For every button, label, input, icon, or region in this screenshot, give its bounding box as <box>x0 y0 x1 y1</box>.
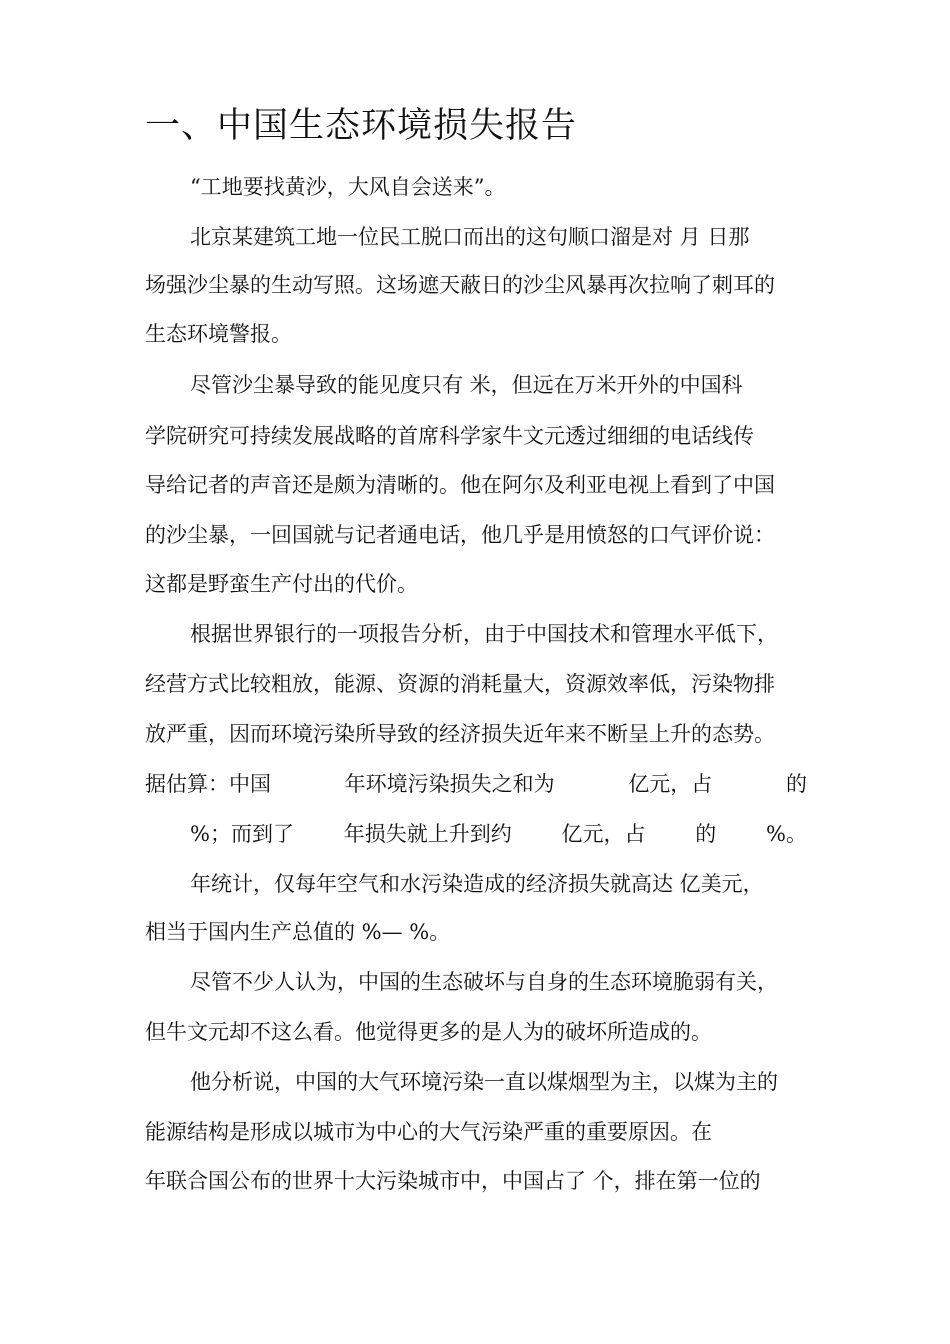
paragraph-line: 生态环境警报。 <box>145 322 292 346</box>
paragraph-line: 但牛文元却不这么看。他觉得更多的是人为的破坏所造成的。 <box>145 1020 712 1044</box>
line-segment: %；而到了 <box>190 822 294 846</box>
paragraph-line: 他分析说，中国的大气环境污染一直以煤烟型为主，以煤为主的 <box>190 1070 778 1094</box>
paragraph-line: 放严重，因而环境污染所导致的经济损失近年来不断呈上升的态势。 <box>145 722 775 746</box>
paragraph-line: 根据世界银行的一项报告分析，由于中国技术和管理水平低下， <box>190 622 778 646</box>
paragraph-line: 的沙尘暴，一回国就与记者通电话，他几乎是用愤怒的口气评价说： <box>145 523 775 547</box>
paragraph-line: 场强沙尘暴的生动写照。这场遮天蔽日的沙尘风暴再次拉响了刺耳的 <box>145 273 775 297</box>
line-segment: 亿元，占 <box>628 772 713 796</box>
paragraph-line: 年统计，仅每年空气和水污染造成的经济损失就高达 亿美元， <box>190 872 764 896</box>
paragraph-line: 学院研究可持续发展战略的首席科学家牛文元透过细细的电话线传 <box>145 424 754 448</box>
paragraph-line-spaced <box>190 819 807 849</box>
line-segment: %。 <box>766 822 807 846</box>
paragraph-line: 北京某建筑工地一位民工脱口而出的这句顺口溜是对 月 日那 <box>190 225 750 249</box>
line-segment: 的 <box>695 822 717 846</box>
paragraph-line: 导给记者的声音还是颇为清晰的。他在阿尔及利亚电视上看到了中国 <box>145 473 775 497</box>
paragraph-line: 尽管沙尘暴导致的能见度只有 米，但远在万米开外的中国科 <box>190 373 743 397</box>
line-segment: 亿元，占 <box>561 822 646 846</box>
paragraph-line: 年联合国公布的世界十大污染城市中，中国占了 个，排在第一位的 <box>145 1169 761 1193</box>
line-segment: 年损失就上升到约 <box>343 822 512 846</box>
paragraph-line: 尽管不少人认为，中国的生态破坏与自身的生态环境脆弱有关， <box>190 970 778 994</box>
paragraph-line: “工地要找黄沙，大风自会送来”。 <box>190 175 506 199</box>
paragraph-line: 经营方式比较粗放，能源、资源的消耗量大，资源效率低，污染物排 <box>145 672 775 696</box>
paragraph-line-spaced <box>145 769 807 799</box>
paragraph-line: 相当于国内生产总值的 %— %。 <box>145 920 451 944</box>
paragraph-line: 能源结构是形成以城市为中心的大气污染严重的重要原因。在 <box>145 1120 712 1144</box>
paragraph-line: 这都是野蛮生产付出的代价。 <box>145 572 418 596</box>
line-segment: 的 <box>785 772 807 796</box>
line-segment: 据估算：中国 <box>145 772 271 796</box>
document-title: 一、中国生态环境损失报告 <box>145 106 578 146</box>
line-segment: 年环境污染损失之和为 <box>344 772 555 796</box>
